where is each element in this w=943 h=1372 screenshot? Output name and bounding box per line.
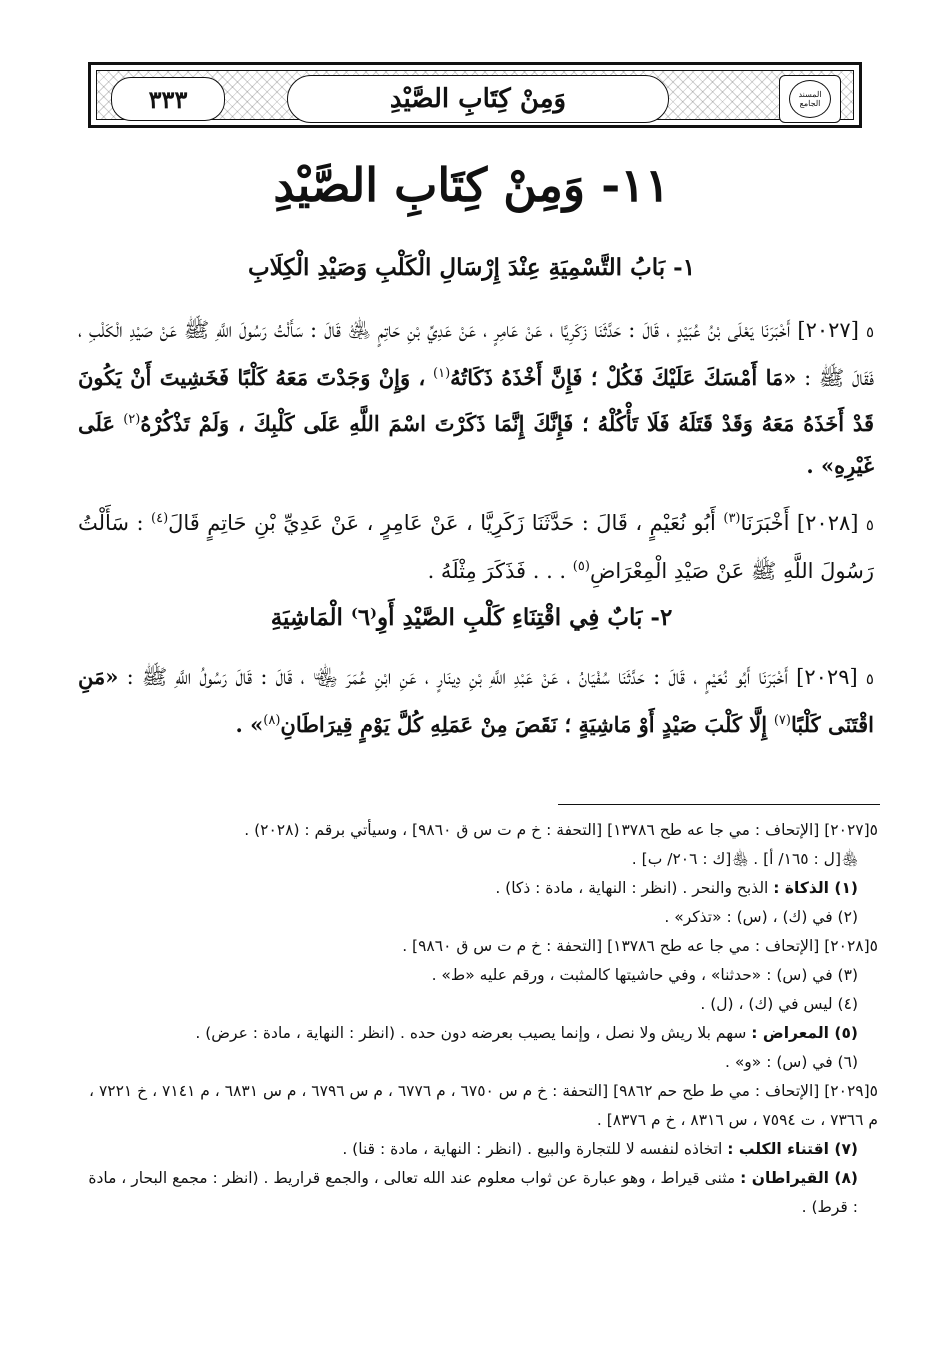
emblem-seal: المسند الجامع <box>789 80 831 118</box>
footnote-ref[interactable]: (٢) <box>123 412 141 427</box>
hadith-matn: «مَنِ اقْتَنَى كَلْبًا <box>78 664 874 737</box>
hadith-isnad: : سَأَلْتُ رَسُولَ اللَّهِ ﷺ عَنْ صَيْدِ الْمِعْرَاضِ <box>78 511 874 583</box>
hadith-marker-icon: ٥ <box>865 670 874 688</box>
hadith-matn: » . <box>235 712 264 737</box>
footnote-7 <box>88 1135 878 1164</box>
hadith-2027 <box>78 310 874 487</box>
footnote-ref[interactable]: (٥) <box>572 559 590 574</box>
footnote-text: الذبح والنحر . (انظر : النهاية ، مادة : ذكا) . <box>495 879 774 897</box>
hadith-isnad: [٢٠٢٨] أَخْبَرَنَا <box>740 511 859 535</box>
book-title: ١١- وَمِنْ كِتَابِ الصَّيْدِ <box>273 158 670 212</box>
header-ornament-band <box>96 70 854 120</box>
page-number-frame <box>111 77 225 121</box>
footnote-ref[interactable]: (٣) <box>723 511 741 526</box>
hadith-marker-icon: ٥ <box>865 516 874 534</box>
footnote-3: (٣) في (س) : «حدثنا» ، وفي حاشيتها كالمثبت ، ورقم عليه «ط» . <box>431 966 858 984</box>
chapter-heading-1: ١- بَابُ التَّسْمِيَةِ عِنْدَ إِرْسَالِ الْكَلْبِ وَصَيْدِ الْكِلَابِ <box>247 254 696 281</box>
hadith-matn: إِلَّا كَلْبَ صَيْدٍ أَوْ مَاشِيَةٍ ؛ نَقَصَ مِنْ عَمَلِهِ كُلَّ يَوْمٍ قِيرَاطَانِ <box>280 712 768 737</box>
footnote-takhrij-2027: ٥[٢٠٢٧] [الإتحاف : مي جا عه طح ١٣٧٨٦] [التحفة : خ م ت س ق ٩٨٦٠] ، وسيأتي برقم : (٢٠٢٨) . <box>244 821 878 839</box>
publisher-emblem-icon <box>779 75 841 123</box>
hadith-isnad: [٢٠٢٩] أَخْبَرَنَا أَبُو نُعَيْمٍ ، قَالَ : حَدَّثَنَا سُفْيَانُ ، عَنْ عَبْدِ اللَّهِ بْنِ دِينَارٍ ، عَنِ ابْنِ عُمَرَ ﵄ ، قَالَ : قَالَ رَسُولُ اللَّهِ ﷺ : <box>126 665 858 689</box>
hadith-matn: «مَا أَمْسَكَ عَلَيْكَ فَكُلْ ؛ فَإِنَّ أَخْذَهُ ذَكَاتُهُ <box>450 365 797 390</box>
footnote-term: (٥) المعراض : <box>751 1024 858 1042</box>
page-header <box>88 62 862 128</box>
hadith-2028 <box>78 498 874 592</box>
hadith-2029 <box>78 656 874 746</box>
footnote-ref[interactable]: (٤) <box>151 511 169 526</box>
footnotes <box>88 816 878 1222</box>
footnote-divider <box>558 804 880 805</box>
footnote-term: (٧) اقتناء الكلب : <box>727 1140 858 1158</box>
page-number: ٣٣٣ <box>148 84 188 114</box>
footnote-term: (١) الذكاة : <box>773 879 858 897</box>
footnote-ref[interactable]: (١) <box>433 366 451 381</box>
hadith-matn: ، وَإِنْ وَجَدْتَ مَعَهُ كَلْبًا فَخَشِيتَ أَنْ يَكُونَ قَدْ أَخَذَهُ مَعَهُ وَقَدْ قَتَلَهُ فَلَا تَأْكُلْهُ ؛ فَإِنَّكَ إِنَّمَا ذَكَرْتَ اسْمَ اللَّهِ عَلَى كَلْبِكَ ، وَلَمْ تَذْكُرْهُ <box>78 365 874 436</box>
hadith-isnad: أَبُو نُعَيْمٍ ، قَالَ : حَدَّثَنَا زَكَرِيَّا ، عَنْ عَامِرٍ ، عَنْ عَدِيِّ بْنِ حَاتِمٍ قَالَ <box>168 511 716 535</box>
footnote-5 <box>88 1019 878 1048</box>
chapter-heading-2: ٢- بَابٌ فِي اقْتِنَاءِ كَلْبِ الصَّيْدِ أَوِ⁽٦⁾ الْمَاشِيَةِ <box>270 604 673 631</box>
footnote-ref[interactable]: (٨) <box>263 713 281 728</box>
hadith-matn: عَلَى غَيْرِهِ» . <box>78 411 874 478</box>
footnote-term: (٨) القيراطان : <box>740 1169 858 1187</box>
footnote-2: (٢) في (ك) ، (س) : «تذكر» . <box>664 908 858 926</box>
footnote-1 <box>88 874 878 903</box>
footnote-takhrij-2029: ٥[٢٠٢٩] [الإتحاف : مي ط طح حم ٩٨٦٢] [التحفة : خ م س ٦٧٥٠ ، م ٦٧٧٦ ، م س ٦٧٩٦ ، م س ٦٨٣١ ، م ٧١٤١ ، خ ٧٢٢١ ، م ٧٣٦٦ ، ت ٧٥٩٤ ، س ٨٣١٦ ، خ م ٨٣٧٦] . <box>89 1082 878 1129</box>
hadith-marker-icon: ٥ <box>865 323 874 341</box>
footnote-text: اتخاذه لنفسه لا للتجارة والبيع . (انظر : النهاية ، مادة : قنا) . <box>342 1140 728 1158</box>
footnote-takhrij-2028: ٥[٢٠٢٨] [الإتحاف : مي جا عه طح ١٣٧٨٦] [التحفة : خ م ت س ق ٩٨٦٠] . <box>402 937 878 955</box>
hadith-isnad: [٢٠٢٧] أَخْبَرَنَا يَعْلَى بْنُ عُبَيْدٍ ، قَالَ : حَدَّثَنَا زَكَرِيَّا ، عَنْ عَامِرٍ ، عَنْ عَدِيِّ بْنِ حَاتِمٍ ﵁ قَالَ : سَأَلْتُ رَسُولَ اللَّهِ ﷺ عَنْ صَيْدِ الْكَلْبِ ، فَقَالَ ﷺ : <box>78 318 875 390</box>
footnote-4: (٤) ليس في (ك) ، (ل) . <box>700 995 858 1013</box>
footnote-text: مثنى قيراط ، وهو عبارة عن ثواب معلوم عند الله تعالى ، والجمع قراريط . (انظر : مجمع البحار ، مادة : قرط) . <box>88 1169 858 1216</box>
footnote-8 <box>88 1164 878 1222</box>
footnote-ref[interactable]: (٧) <box>773 713 791 728</box>
running-title: وَمِنْ كِتَابِ الصَّيْدِ <box>389 84 567 114</box>
footnote-text: سهم بلا ريش ولا نصل ، وإنما يصيب بعرضه دون حده . (انظر : النهاية ، مادة : عرض) . <box>195 1024 752 1042</box>
running-title-cartouche <box>287 75 669 123</box>
footnote-6: (٦) في (س) : «و» . <box>724 1053 858 1071</box>
footnote-manuscript-refs: ﵃[ل : ١٦٥/ أ] . ﵃[ك : ٢٠٦/ ب] . <box>631 850 858 868</box>
hadith-isnad: . . . فَذَكَرَ مِثْلَهُ . <box>427 559 567 583</box>
